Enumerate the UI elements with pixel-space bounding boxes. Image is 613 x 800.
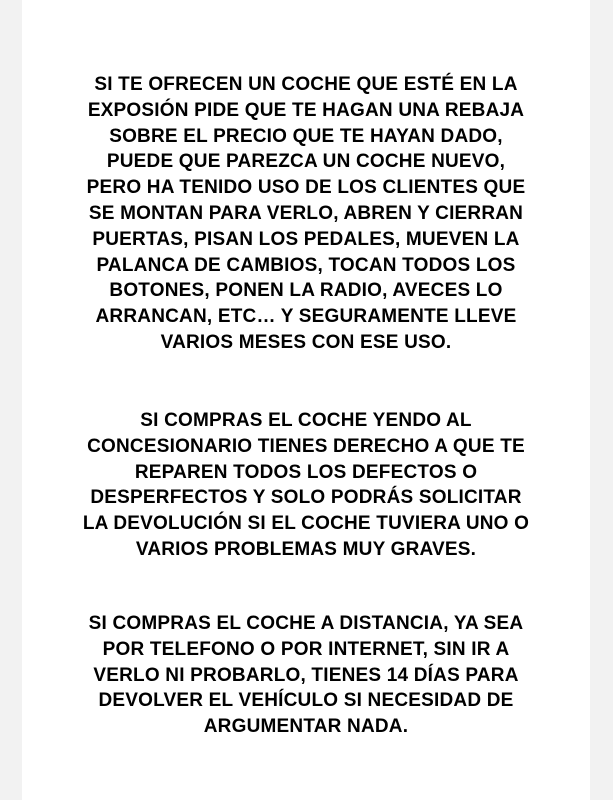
document-page xyxy=(22,0,590,800)
text-line: DEVOLVER EL VEHÍCULO SI NECESIDAD DE xyxy=(98,690,514,712)
text-line: SI COMPRAS EL COCHE YENDO AL xyxy=(140,410,472,431)
text-line: PUERTAS, PISAN LOS PEDALES, MUEVEN LA xyxy=(92,228,520,250)
text-line: VARIOS PROBLEMAS MUY GRAVES. xyxy=(135,538,477,560)
paragraph-exhibition-car xyxy=(22,72,590,356)
text-line: LA DEVOLUCIÓN SI EL COCHE TUVIERA UNO O xyxy=(82,513,530,535)
text-line: SI TE OFRECEN UN COCHE QUE ESTÉ EN LA xyxy=(94,74,518,95)
text-line: BOTONES, PONEN LA RADIO, AVECES LO xyxy=(109,280,503,302)
text-line: PERO HA TENIDO USO DE LOS CLIENTES QUE xyxy=(86,177,526,199)
text-line: PALANCA DE CAMBIOS, TOCAN TODOS LOS xyxy=(96,254,516,276)
paragraph-distance-purchase xyxy=(22,611,590,740)
paragraph-dealership-purchase xyxy=(22,408,590,563)
text-line: ARRANCAN, ETC… Y SEGURAMENTE LLEVE xyxy=(95,306,517,328)
text-line: CONCESIONARIO TIENES DERECHO A QUE TE xyxy=(87,435,525,457)
text-line: DESPERFECTOS Y SOLO PODRÁS SOLICITAR xyxy=(90,487,522,509)
text-line: REPAREN TODOS LOS DEFECTOS O xyxy=(134,461,478,483)
text-line: SE MONTAN PARA VERLO, ABREN Y CIERRAN xyxy=(88,202,524,224)
text-line: VERLO NI PROBARLO, TIENES 14 DÍAS PARA xyxy=(93,664,519,686)
text-line: EXPOSIÓN PIDE QUE TE HAGAN UNA REBAJA xyxy=(87,99,525,121)
text-line: POR TELEFONO O POR INTERNET, SIN IR A xyxy=(102,638,510,660)
text-line: PUEDE QUE PAREZCA UN COCHE NUEVO, xyxy=(106,151,506,173)
text-line: ARGUMENTAR NADA. xyxy=(203,716,409,738)
text-line: SOBRE EL PRECIO QUE TE HAYAN DADO, xyxy=(109,125,503,147)
text-line: SI COMPRAS EL COCHE A DISTANCIA, YA SEA xyxy=(88,613,524,634)
text-line: VARIOS MESES CON ESE USO. xyxy=(160,331,452,353)
